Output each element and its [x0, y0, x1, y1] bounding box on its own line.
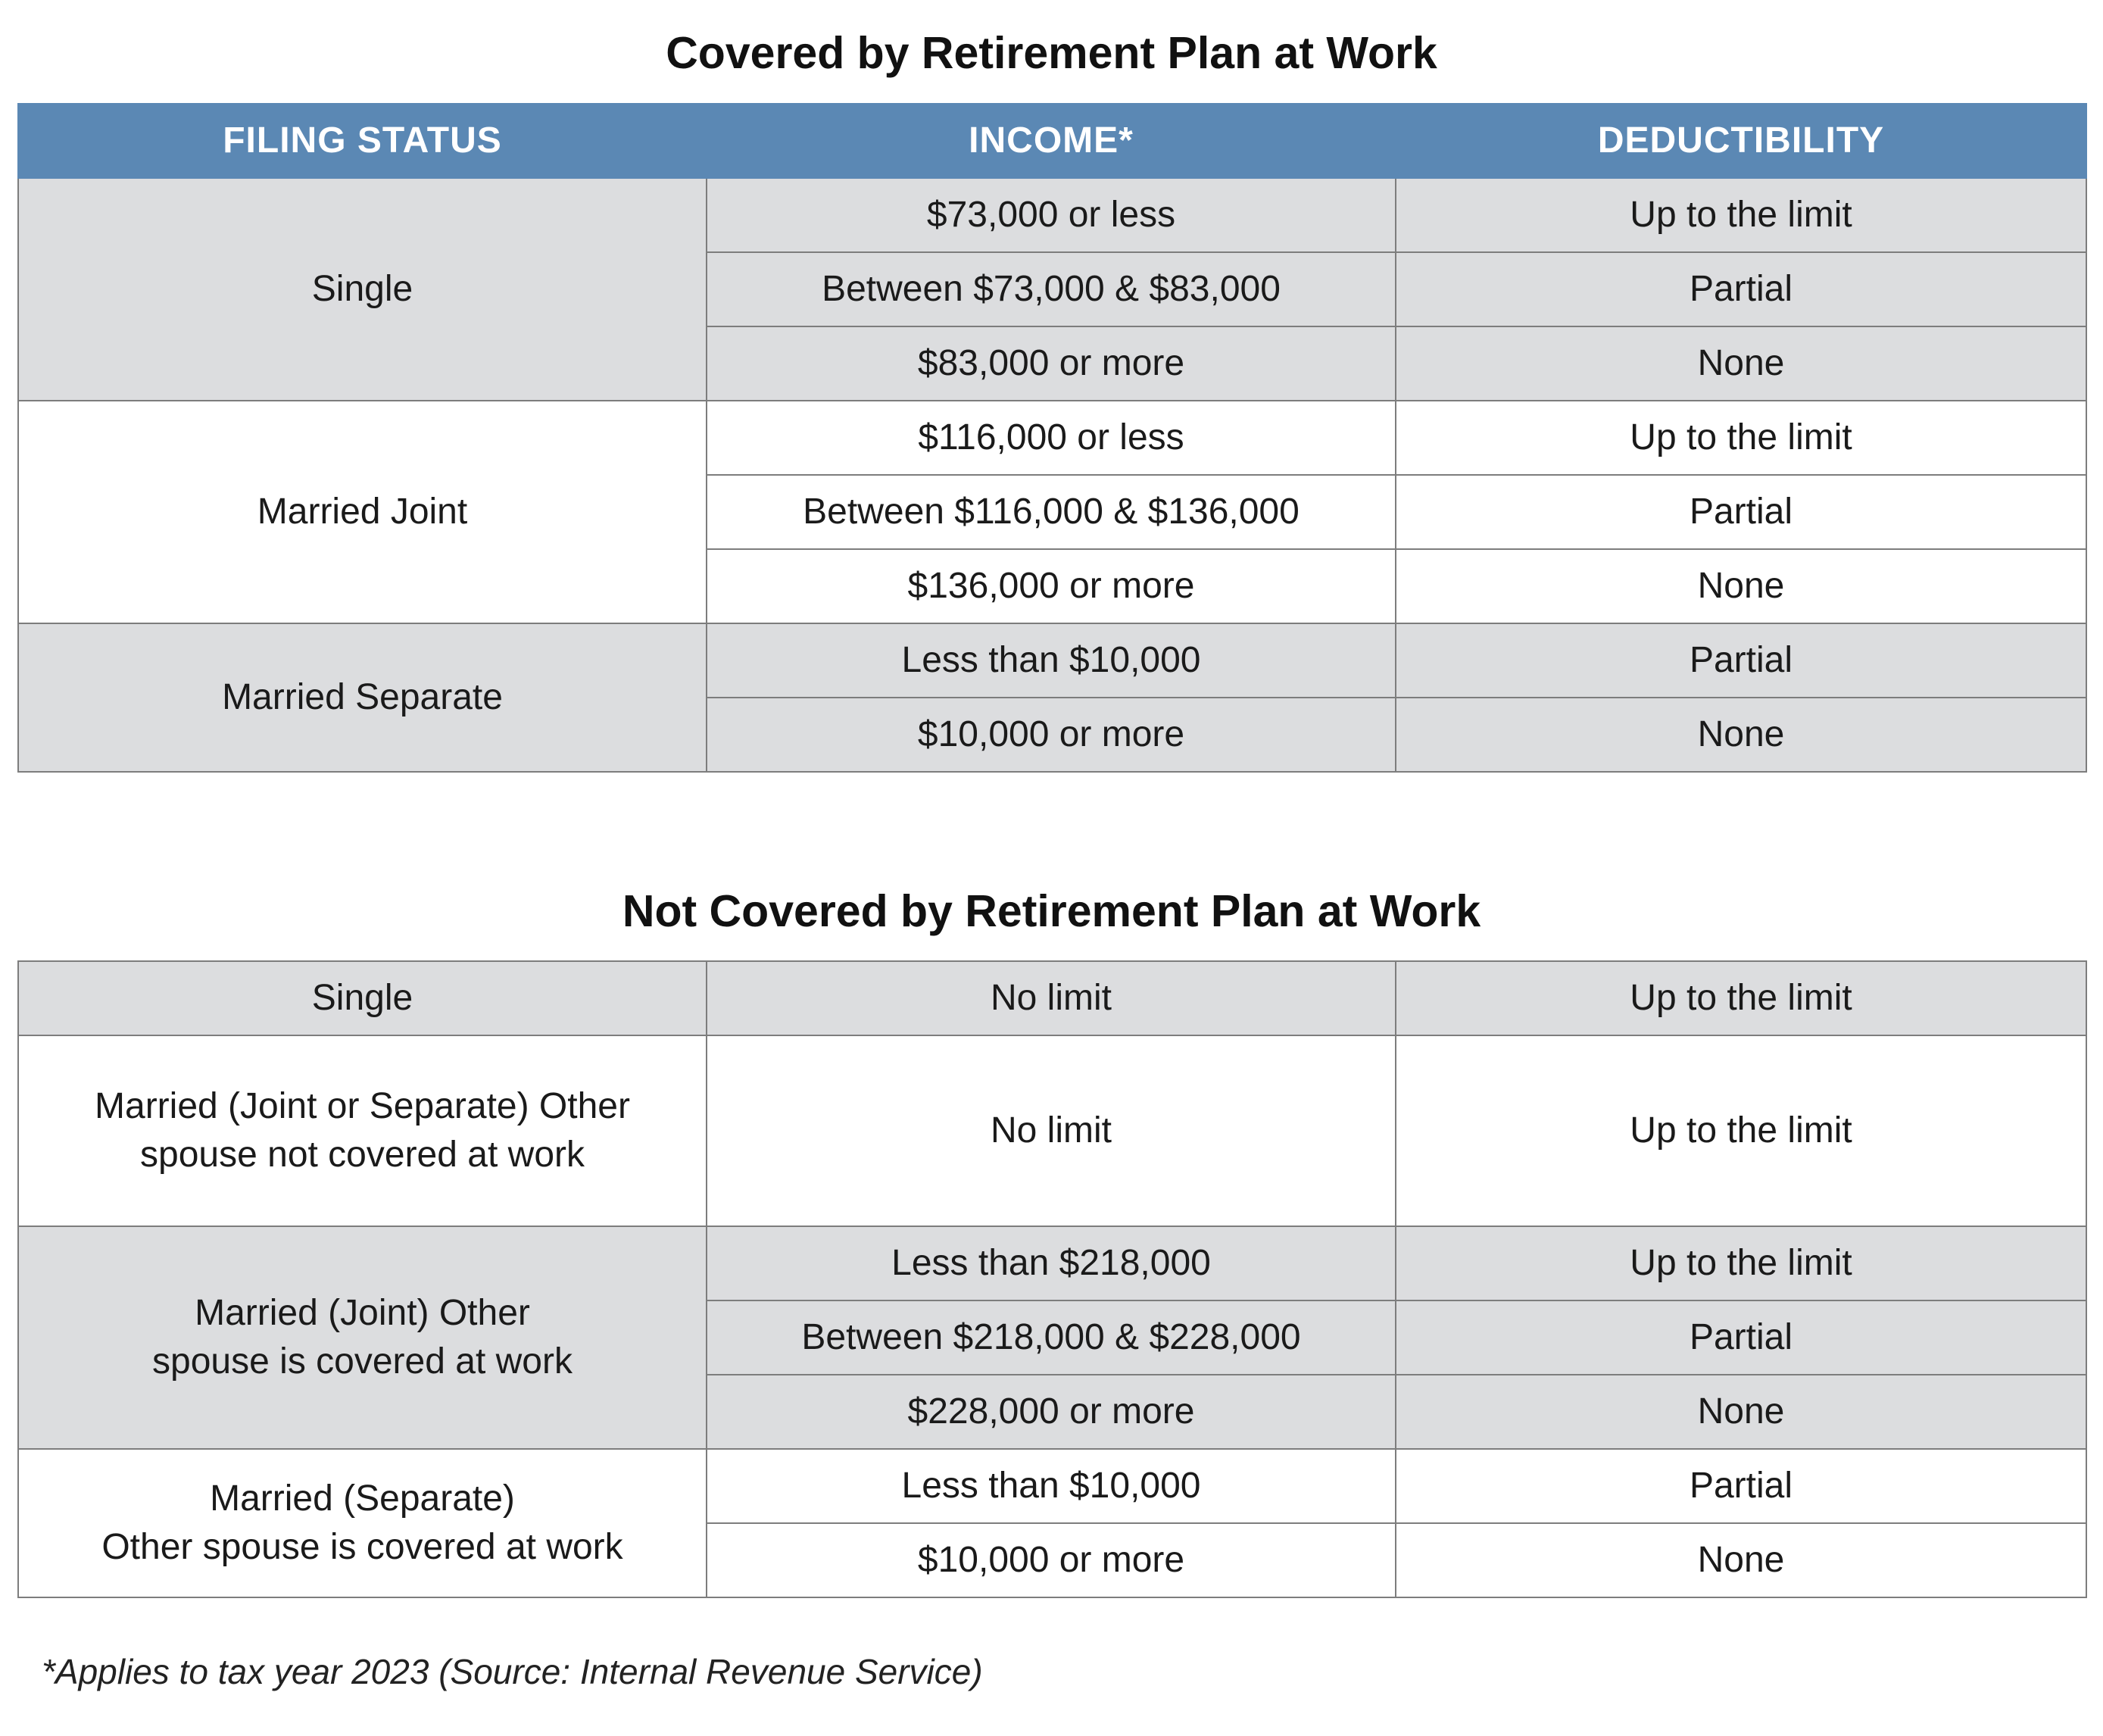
deductibility-cell: Partial	[1396, 623, 2086, 698]
deductibility-cell: Up to the limit	[1396, 1035, 2086, 1226]
income-cell: $228,000 or more	[707, 1375, 1396, 1449]
filing-status-line: Married (Joint or Separate) Other	[95, 1086, 630, 1126]
income-cell: $136,000 or more	[707, 549, 1396, 623]
income-cell: Between $73,000 & $83,000	[707, 252, 1396, 326]
income-cell: No limit	[707, 961, 1396, 1035]
income-cell: $73,000 or less	[707, 178, 1396, 252]
filing-status-cell	[18, 1035, 707, 1226]
income-cell: $116,000 or less	[707, 401, 1396, 475]
deductibility-cell: Partial	[1396, 252, 2086, 326]
filing-status-line: Other spouse is covered at work	[101, 1527, 623, 1567]
filing-status-cell: Single	[18, 961, 707, 1035]
deductibility-cell: Partial	[1396, 1300, 2086, 1375]
income-cell: Between $218,000 & $228,000	[707, 1300, 1396, 1375]
income-cell: $10,000 or more	[707, 698, 1396, 772]
income-cell: $10,000 or more	[707, 1523, 1396, 1597]
filing-status-cell: Married Joint	[18, 401, 707, 623]
header-deductibility: DEDUCTIBILITY	[1396, 104, 2086, 178]
covered-table-title: Covered by Retirement Plan at Work	[666, 28, 1437, 78]
table-row	[18, 1226, 2086, 1300]
table-row	[18, 178, 2086, 252]
filing-status-cell: Single	[18, 178, 707, 401]
income-cell: $83,000 or more	[707, 326, 1396, 401]
table-row	[18, 1035, 2086, 1226]
table-row	[18, 401, 2086, 475]
header-income: INCOME*	[707, 104, 1396, 178]
deductibility-cell: Up to the limit	[1396, 1226, 2086, 1300]
income-cell: Between $116,000 & $136,000	[707, 475, 1396, 549]
deductibility-cell: None	[1396, 549, 2086, 623]
deductibility-cell: Up to the limit	[1396, 401, 2086, 475]
deductibility-cell: Partial	[1396, 1449, 2086, 1523]
filing-status-line: Married (Joint) Other	[195, 1293, 530, 1333]
table-row	[18, 961, 2086, 1035]
deductibility-cell: Up to the limit	[1396, 961, 2086, 1035]
deductibility-cell: None	[1396, 326, 2086, 401]
income-cell: Less than $10,000	[707, 1449, 1396, 1523]
deductibility-cell: Up to the limit	[1396, 178, 2086, 252]
deductibility-cell: None	[1396, 1523, 2086, 1597]
not-covered-table	[17, 960, 2087, 1598]
filing-status-line: spouse is covered at work	[152, 1341, 573, 1382]
income-cell: Less than $10,000	[707, 623, 1396, 698]
table-row	[18, 1449, 2086, 1523]
filing-status-cell	[18, 1449, 707, 1597]
source-footnote: *Applies to tax year 2023 (Source: Internal Revenue Service)	[42, 1652, 983, 1691]
table-row	[18, 623, 2086, 698]
not-covered-table-title: Not Covered by Retirement Plan at Work	[622, 886, 1481, 936]
header-filing-status: FILING STATUS	[18, 104, 707, 178]
filing-status-cell: Married Separate	[18, 623, 707, 772]
income-cell: No limit	[707, 1035, 1396, 1226]
deductibility-cell: None	[1396, 698, 2086, 772]
filing-status-line: spouse not covered at work	[140, 1135, 585, 1175]
deductibility-cell: None	[1396, 1375, 2086, 1449]
table-header-row	[18, 104, 2086, 178]
income-cell: Less than $218,000	[707, 1226, 1396, 1300]
deductibility-cell: Partial	[1396, 475, 2086, 549]
filing-status-line: Married (Separate)	[210, 1478, 515, 1519]
covered-table	[17, 103, 2087, 773]
filing-status-cell	[18, 1226, 707, 1449]
